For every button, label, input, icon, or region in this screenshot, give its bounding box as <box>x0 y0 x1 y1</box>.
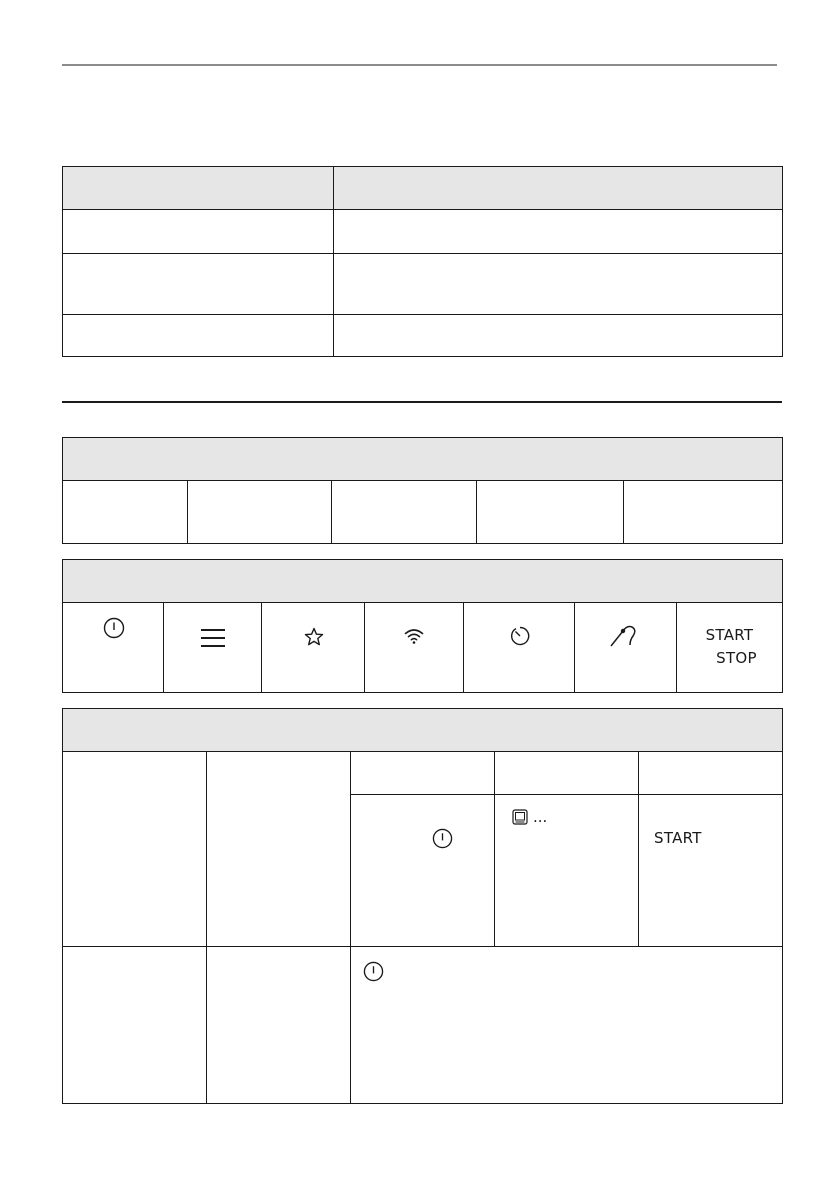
menu-icon <box>201 629 225 647</box>
table-1-cell <box>63 254 334 315</box>
table-1 <box>62 166 783 357</box>
start-stop-key-cell <box>677 603 783 693</box>
power-icon <box>103 617 125 639</box>
step-oven-cell <box>495 795 639 947</box>
food-sensor-icon <box>610 624 644 648</box>
start-label: START <box>654 829 702 847</box>
step-power-row-cell <box>351 947 783 1104</box>
steps-cell <box>495 752 639 795</box>
timer-icon <box>509 625 531 647</box>
table-2-header <box>63 438 783 481</box>
control-panel-header <box>63 560 783 603</box>
star-icon <box>304 627 324 647</box>
table-1-cell <box>334 254 783 315</box>
steps-cell <box>63 752 207 947</box>
table-2-cell <box>332 481 477 544</box>
power-key-cell <box>63 603 164 693</box>
timer-key-cell <box>464 603 575 693</box>
table-1-header-col-1 <box>63 167 334 210</box>
table-2-cell <box>477 481 624 544</box>
control-panel-table <box>62 559 783 693</box>
table-1-cell <box>334 315 783 357</box>
table-2 <box>62 437 783 544</box>
section-rule <box>62 401 782 403</box>
wifi-key-cell <box>365 603 464 693</box>
table-1-cell <box>63 210 334 254</box>
favourites-key-cell <box>262 603 365 693</box>
step-power-cell <box>351 795 495 947</box>
start-label: START <box>705 626 754 644</box>
table-2-cell <box>188 481 332 544</box>
table-1-header-col-2 <box>334 167 783 210</box>
steps-table <box>62 708 783 1104</box>
oven-icon <box>512 809 528 825</box>
ellipsis-icon: ... <box>533 808 548 826</box>
table-1-cell <box>334 210 783 254</box>
steps-cell <box>351 752 495 795</box>
power-icon <box>432 828 453 849</box>
stop-label: STOP <box>716 649 757 667</box>
step-start-cell <box>639 795 783 947</box>
table-2-cell <box>63 481 188 544</box>
table-1-cell <box>63 315 334 357</box>
wifi-icon <box>404 628 424 644</box>
steps-cell <box>63 947 207 1104</box>
menu-key-cell <box>164 603 262 693</box>
steps-cell <box>639 752 783 795</box>
steps-cell <box>207 752 351 947</box>
steps-header <box>63 709 783 752</box>
food-sensor-key-cell <box>575 603 677 693</box>
table-2-cell <box>624 481 783 544</box>
power-icon <box>363 961 384 982</box>
top-rule <box>62 64 777 66</box>
steps-cell <box>207 947 351 1104</box>
